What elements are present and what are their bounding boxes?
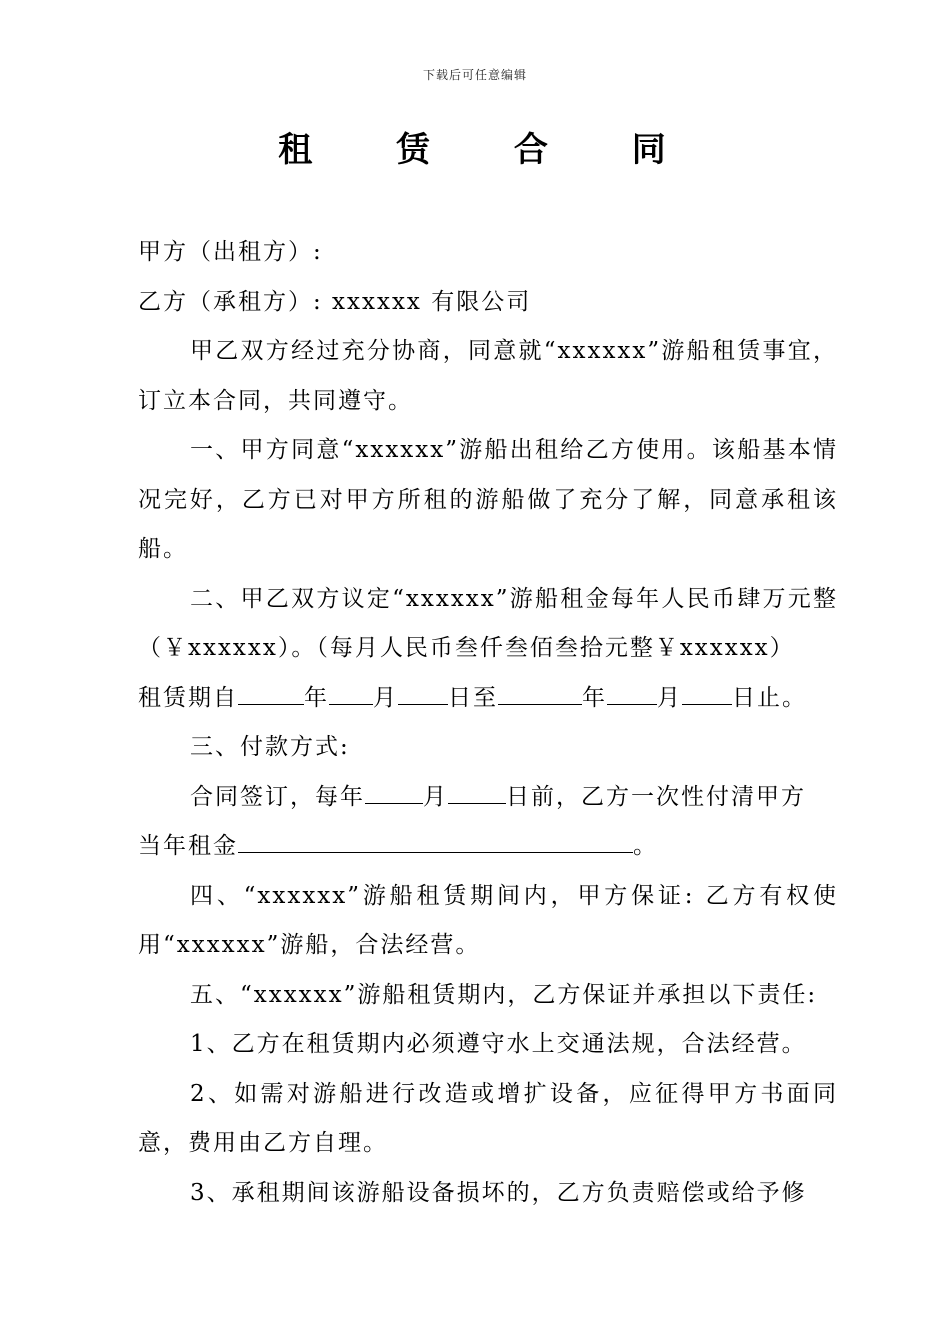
blank-payment-day[interactable] — [448, 783, 506, 804]
clause-3-content — [138, 773, 838, 872]
year-label: 年 — [582, 684, 607, 711]
intro-paragraph: 甲乙双方经过充分协商，同意就“xxxxxx”游船租赁事宜，订立本合同，共同遵守。 — [138, 338, 838, 414]
month-label: 月 — [423, 783, 448, 810]
period-mark: 。 — [633, 833, 658, 859]
contract-body — [138, 228, 838, 1218]
clause-4: 四、“xxxxxx”游船租赁期间内，甲方保证: 乙方有权使用“xxxxxx”游船，合法经营。 — [138, 882, 838, 958]
month-label: 月 — [657, 684, 682, 711]
payment-suffix: 日前，乙方一次性付清甲方 — [506, 783, 806, 810]
blank-annual-rent[interactable] — [238, 832, 633, 853]
month-label: 月 — [373, 684, 398, 711]
blank-end-day[interactable] — [682, 684, 732, 705]
header-note: 下载后可任意编辑 — [422, 68, 527, 82]
blank-end-year[interactable] — [498, 684, 582, 705]
blank-end-month[interactable] — [607, 684, 657, 705]
clause-3-title: 三、付款方式: — [190, 734, 350, 760]
lease-period-prefix: 租赁期自 — [138, 684, 238, 711]
clause-2 — [138, 575, 838, 724]
blank-start-year[interactable] — [238, 684, 304, 705]
party-a-line: 甲方（出租方）: — [138, 239, 323, 265]
clause-5-item-2: 2、如需对游船进行改造或增扩设备，应征得甲方书面同意，费用由乙方自理。 — [138, 1080, 838, 1156]
blank-payment-month[interactable] — [365, 783, 423, 804]
payment-prefix: 合同签订，每年 — [190, 783, 365, 810]
clause-1: 一、甲方同意“xxxxxx”游船出租给乙方使用。该船基本情况完好，乙方已对甲方所租的游船做了充分了解，同意承租该船。 — [138, 437, 838, 562]
document-title: 租 赁 合 同 — [278, 130, 702, 170]
clause-2-text: 二、甲乙双方议定“xxxxxx”游船租金每年人民币肆万元整（￥xxxxxx）。（每月人民币叁仟叁佰叁拾元整￥xxxxxx） — [138, 585, 838, 661]
clause-5-item-3: 3、承租期间该游船设备损坏的，乙方负责赔偿或给予修 — [190, 1179, 807, 1206]
day-to-label: 日至 — [448, 684, 498, 711]
annual-rent-label: 当年租金 — [138, 833, 238, 859]
day-end-label: 日止。 — [732, 684, 807, 711]
clause-5-item-1: 1、乙方在租赁期内必须遵守水上交通法规，合法经营。 — [190, 1031, 807, 1057]
year-label: 年 — [304, 684, 329, 711]
clause-5: 五、“xxxxxx”游船租赁期内，乙方保证并承担以下责任: — [190, 981, 818, 1008]
blank-start-day[interactable] — [398, 684, 448, 705]
party-b-line: 乙方（承租方）: xxxxxx 有限公司 — [138, 288, 532, 315]
blank-start-month[interactable] — [329, 684, 373, 705]
